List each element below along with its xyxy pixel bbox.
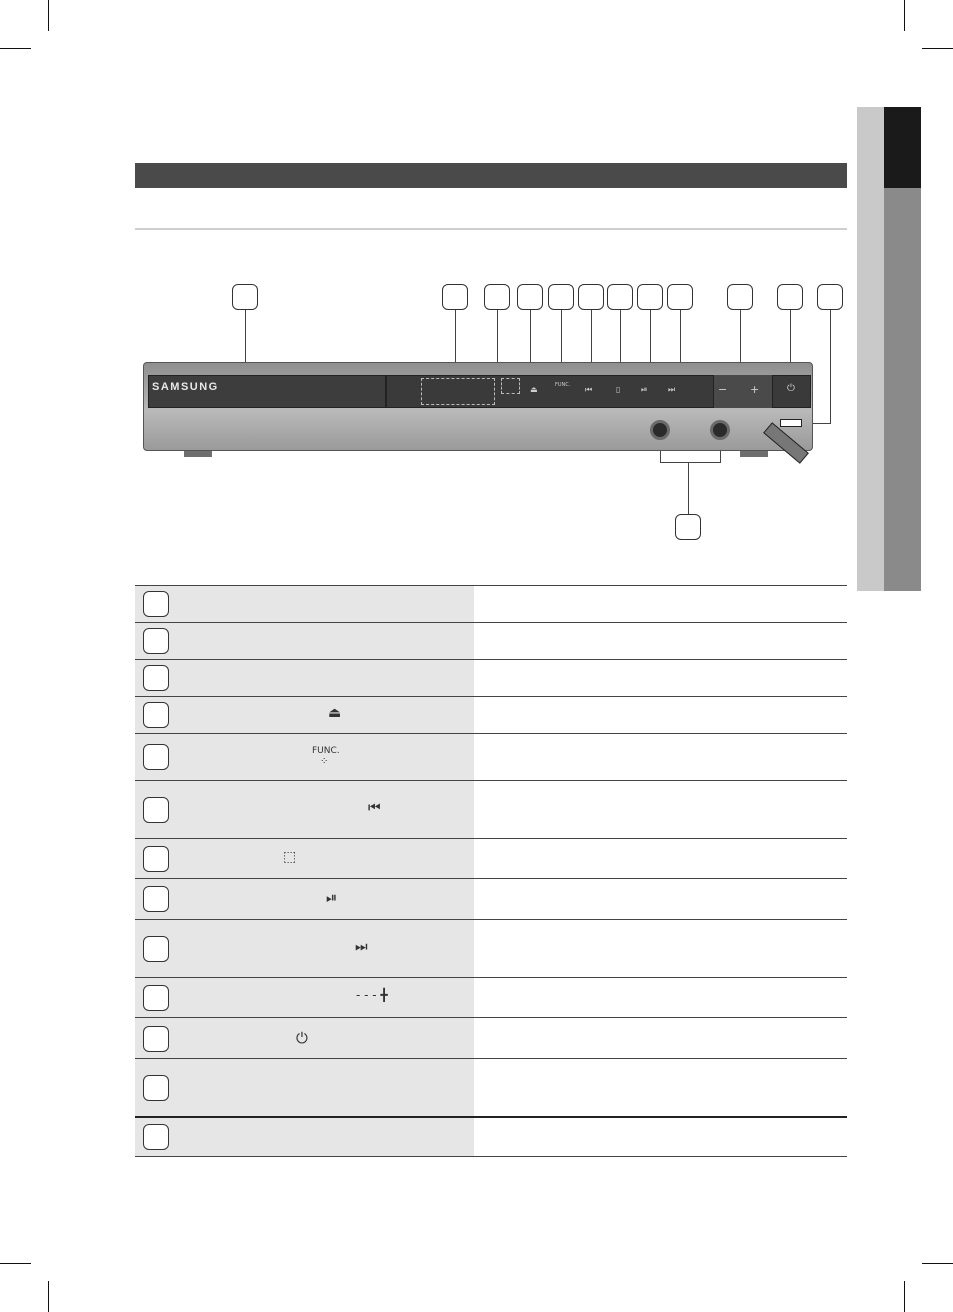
row-label-cell xyxy=(135,734,474,780)
row-label-cell xyxy=(135,660,474,696)
brand-logo: SAMSUNG xyxy=(152,381,219,393)
row-label-cell xyxy=(135,1118,474,1156)
row-label-cell xyxy=(135,839,474,878)
callout-7 xyxy=(607,284,633,310)
table-row xyxy=(135,977,847,1017)
table-row xyxy=(135,878,847,919)
volume-up-icon: + xyxy=(750,383,760,396)
table-row xyxy=(135,780,847,838)
chapter-tab-number-block xyxy=(884,107,921,188)
play-pause-icon: ⏯ xyxy=(326,890,338,906)
crop-mark xyxy=(904,1281,905,1312)
row-label-cell xyxy=(135,781,474,838)
table-row xyxy=(135,585,847,622)
row-number-box xyxy=(143,886,169,912)
row-number-box xyxy=(143,665,169,691)
unit-foot xyxy=(740,451,768,457)
func-icon: ⁘ xyxy=(320,756,329,767)
callout-6 xyxy=(578,284,604,310)
row-number-box xyxy=(143,1124,169,1150)
table-row xyxy=(135,838,847,878)
row-number-box xyxy=(143,702,169,728)
row-number-box xyxy=(143,936,169,962)
unit-foot xyxy=(184,451,212,457)
eject-icon: ⏏ xyxy=(530,385,538,394)
row-number-box xyxy=(143,591,169,617)
play-pause-icon: ⏯ xyxy=(641,385,648,394)
row-label-cell xyxy=(135,879,474,919)
crop-mark xyxy=(0,1263,31,1264)
callout-5 xyxy=(548,284,574,310)
table-row xyxy=(135,1116,847,1156)
crop-mark xyxy=(48,1281,49,1312)
power-icon: ⏻ xyxy=(787,383,795,394)
row-number-box xyxy=(143,1026,169,1052)
row-label-cell xyxy=(135,1059,474,1116)
func-label: FUNC. xyxy=(312,746,340,756)
row-label-cell xyxy=(135,697,474,733)
row-number-box xyxy=(143,744,169,770)
callout-11 xyxy=(777,284,803,310)
mic-jack-2 xyxy=(710,420,730,440)
row-label-cell xyxy=(135,586,474,622)
row-label-cell xyxy=(135,978,474,1017)
leader-line xyxy=(688,462,689,514)
volume-icon: - - - ╋ xyxy=(356,988,388,1002)
next-icon: ⏭ xyxy=(355,939,368,955)
callout-1 xyxy=(232,284,258,310)
previous-icon: ⏮ xyxy=(585,385,593,394)
table-row xyxy=(135,919,847,977)
callout-3 xyxy=(484,284,510,310)
chapter-tab xyxy=(884,188,921,591)
table-row xyxy=(135,1058,847,1116)
crop-mark xyxy=(922,1263,953,1264)
crop-mark xyxy=(0,48,31,49)
crop-mark xyxy=(904,0,905,31)
previous-icon: ⏮ xyxy=(368,800,381,816)
remote-sensor xyxy=(501,378,520,394)
eject-icon: ⏏ xyxy=(328,705,342,721)
next-icon: ⏭ xyxy=(668,385,676,394)
table-row xyxy=(135,1017,847,1058)
row-number-box xyxy=(143,985,169,1011)
table-bottom-border xyxy=(135,1156,847,1157)
row-label-cell xyxy=(135,623,474,659)
mic-jack-1 xyxy=(650,420,670,440)
section-header-bar xyxy=(135,163,847,188)
leader-line xyxy=(660,462,721,463)
callout-9 xyxy=(667,284,693,310)
row-number-box xyxy=(143,846,169,872)
table-row xyxy=(135,622,847,659)
row-number-box xyxy=(143,1075,169,1101)
callout-10 xyxy=(727,284,753,310)
display-window xyxy=(421,378,495,405)
callout-4 xyxy=(517,284,543,310)
table-row xyxy=(135,659,847,696)
callout-8 xyxy=(637,284,663,310)
stop-icon: ⬚ xyxy=(283,849,297,865)
callout-2 xyxy=(442,284,468,310)
usb-port xyxy=(780,419,802,427)
table-row xyxy=(135,696,847,733)
crop-mark xyxy=(922,48,953,49)
row-number-box xyxy=(143,628,169,654)
row-number-box xyxy=(143,797,169,823)
stop-icon: ▯ xyxy=(616,385,621,394)
callout-12 xyxy=(817,284,843,310)
table-row xyxy=(135,733,847,780)
callout-13 xyxy=(675,514,701,540)
func-label: FUNC. xyxy=(555,382,571,388)
crop-mark xyxy=(48,0,49,31)
row-label-cell xyxy=(135,920,474,977)
power-icon: ⏻ xyxy=(296,1029,308,1047)
volume-down-icon: − xyxy=(718,383,728,396)
section-divider xyxy=(135,228,847,230)
leader-line xyxy=(830,310,831,424)
